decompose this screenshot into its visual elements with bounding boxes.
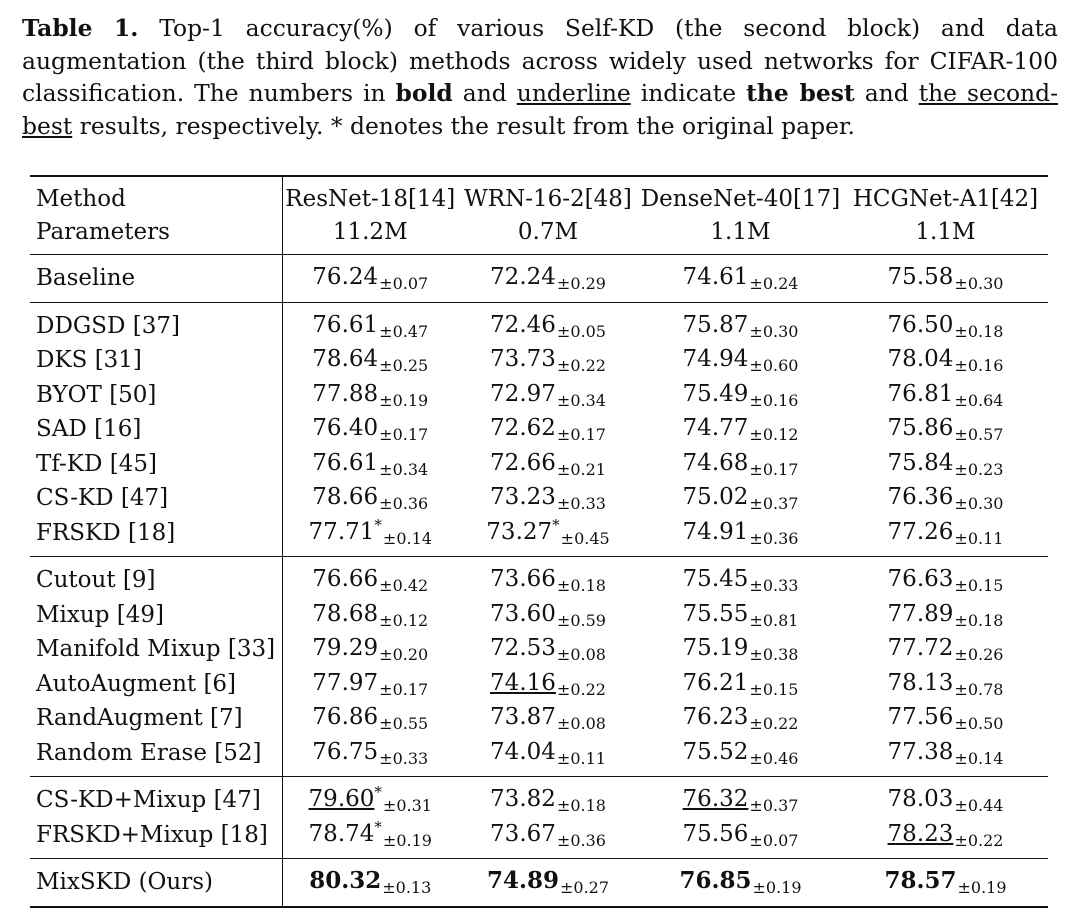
method-name: Random Erase [52] (36, 739, 262, 766)
accuracy-value: 72.53 (490, 635, 556, 661)
std-deviation: ±0.19 (379, 390, 429, 410)
caption-best-phrase: the best (746, 79, 855, 107)
std-deviation: ±0.23 (954, 459, 1004, 479)
std-deviation: ±0.47 (379, 321, 429, 341)
accuracy-cell (282, 255, 458, 303)
std-deviation: ±0.30 (749, 321, 799, 341)
accuracy-cell (458, 516, 638, 557)
table-row (30, 516, 1048, 557)
accuracy-value: 78.23 (887, 820, 954, 847)
std-deviation: ±0.29 (556, 274, 606, 293)
method-name: BYOT [50] (36, 381, 157, 408)
accuracy-value: 74.04 (490, 738, 556, 765)
accuracy-value: 76.81 (887, 380, 954, 407)
std-deviation: ±0.20 (379, 645, 429, 664)
accuracy-cell (638, 632, 843, 667)
accuracy-cell (282, 481, 458, 516)
caption-second-best-phrase: the second-best (22, 79, 1058, 140)
accuracy-value: 76.24 (312, 264, 379, 290)
std-deviation: ±0.11 (954, 528, 1004, 548)
accuracy-cell (282, 736, 458, 777)
caption-text: indicate (630, 79, 747, 107)
accuracy-value: 73.87 (490, 704, 556, 730)
accuracy-value: 73.67 (490, 820, 556, 847)
table-row (30, 481, 1048, 516)
accuracy-value: 78.04 (887, 346, 954, 372)
accuracy-cell (843, 818, 1048, 859)
accuracy-value: 72.46 (490, 311, 556, 338)
accuracy-value: 76.63 (887, 566, 954, 592)
accuracy-value: 73.82 (490, 786, 556, 812)
accuracy-cell (458, 598, 638, 633)
accuracy-cell (282, 818, 458, 859)
accuracy-value: 74.16 (490, 669, 556, 696)
table-row (30, 302, 1048, 343)
caption-label: Table 1. (22, 14, 139, 42)
std-deviation: ±0.19 (382, 830, 432, 850)
std-deviation: ±0.30 (954, 494, 1004, 513)
header-param-count: 1.1M (915, 218, 976, 245)
table-row (30, 378, 1048, 413)
std-deviation: ±0.15 (954, 576, 1004, 595)
original-paper-asterisk: * (552, 515, 560, 534)
std-deviation: ±0.36 (379, 494, 429, 513)
accuracy-value: 75.86 (887, 415, 954, 441)
accuracy-value: 74.77 (682, 415, 749, 441)
accuracy-value: 77.38 (887, 738, 954, 765)
accuracy-value: 74.89 (486, 867, 559, 894)
std-deviation: ±0.05 (556, 321, 606, 341)
std-deviation: ±0.50 (954, 714, 1004, 733)
accuracy-cell (458, 412, 638, 447)
std-deviation: ±0.14 (954, 748, 1004, 768)
accuracy-value: 80.32 (309, 867, 382, 894)
table-row (30, 557, 1048, 598)
accuracy-value: 77.56 (887, 704, 954, 730)
table-row (30, 818, 1048, 859)
std-deviation: ±0.36 (749, 528, 799, 548)
method-name: Mixup [49] (36, 601, 164, 628)
accuracy-cell (843, 632, 1048, 667)
accuracy-cell (282, 777, 458, 818)
header-row-networks (30, 176, 1048, 216)
std-deviation: ±0.57 (954, 425, 1004, 444)
std-deviation: ±0.22 (556, 679, 606, 699)
accuracy-cell (638, 255, 843, 303)
accuracy-value: 76.86 (312, 704, 379, 730)
accuracy-cell (282, 343, 458, 378)
accuracy-cell (843, 255, 1048, 303)
std-deviation: ±0.64 (954, 390, 1004, 410)
std-deviation: ±0.33 (749, 576, 799, 595)
std-deviation: ±0.33 (379, 748, 429, 768)
method-name: CS-KD [47] (36, 485, 169, 511)
accuracy-cell (638, 777, 843, 818)
method-name: DKS [31] (36, 347, 142, 373)
std-deviation: ±0.18 (954, 610, 1004, 630)
std-deviation: ±0.17 (379, 679, 429, 699)
accuracy-value: 74.68 (682, 449, 749, 476)
accuracy-value: 75.02 (682, 484, 749, 510)
accuracy-cell (843, 343, 1048, 378)
table-row (30, 859, 1048, 907)
std-deviation: ±0.16 (749, 390, 799, 410)
accuracy-value: 75.87 (682, 311, 749, 338)
method-name: Cutout [9] (30, 557, 282, 598)
accuracy-value: 75.58 (887, 264, 954, 290)
std-deviation: ±0.30 (954, 274, 1004, 293)
std-deviation: ±0.27 (560, 878, 610, 897)
accuracy-value: 76.23 (682, 704, 749, 730)
accuracy-value: 76.40 (312, 415, 379, 441)
accuracy-value: 76.85 (679, 867, 752, 894)
std-deviation: ±0.45 (560, 528, 610, 548)
accuracy-cell (458, 818, 638, 859)
method-name: SAD [16] (36, 416, 142, 442)
method-name: Tf-KD [45] (36, 450, 157, 477)
std-deviation: ±0.16 (954, 356, 1004, 375)
method-name: RandAugment [7] (36, 705, 243, 731)
std-deviation: ±0.81 (749, 610, 799, 630)
accuracy-value: 73.23 (490, 484, 556, 510)
header-param-count: 11.2M (282, 216, 458, 255)
std-deviation: ±0.12 (379, 610, 429, 630)
accuracy-cell (843, 557, 1048, 598)
header-parameters: Parameters (36, 218, 170, 245)
accuracy-cell (282, 701, 458, 736)
accuracy-cell (458, 632, 638, 667)
accuracy-cell (638, 667, 843, 702)
accuracy-cell (282, 667, 458, 702)
method-name: AutoAugment [6] (36, 670, 237, 697)
caption-underline-word: underline (516, 79, 631, 107)
accuracy-value: 78.57 (884, 867, 957, 894)
accuracy-cell (282, 516, 458, 557)
accuracy-value: 76.61 (312, 311, 379, 338)
std-deviation: ±0.31 (382, 796, 432, 815)
std-deviation: ±0.18 (954, 321, 1004, 341)
accuracy-value: 73.27 (486, 518, 553, 545)
original-paper-asterisk: * (374, 817, 382, 836)
accuracy-value: 76.36 (887, 484, 954, 510)
std-deviation: ±0.78 (954, 679, 1004, 699)
accuracy-cell (458, 302, 638, 343)
method-name: DDGSD [37] (30, 302, 282, 343)
accuracy-cell (458, 343, 638, 378)
original-paper-asterisk: * (374, 515, 382, 534)
accuracy-cell (282, 378, 458, 413)
std-deviation: ±0.34 (556, 390, 606, 410)
accuracy-cell (458, 859, 638, 907)
accuracy-value: 72.24 (490, 264, 556, 290)
std-deviation: ±0.07 (749, 830, 799, 850)
accuracy-value: 75.84 (887, 449, 954, 476)
accuracy-value: 76.21 (682, 669, 749, 696)
accuracy-value: 78.03 (887, 786, 954, 812)
header-method: Method (30, 176, 282, 216)
accuracy-value: 79.60 (308, 786, 375, 812)
table-row (30, 255, 1048, 303)
accuracy-cell (843, 378, 1048, 413)
std-deviation: ±0.12 (749, 425, 799, 444)
method-name: MixSKD (Ours) (30, 859, 282, 907)
header-network: DenseNet-40[17] (638, 176, 843, 216)
table-row (30, 777, 1048, 818)
accuracy-cell (843, 516, 1048, 557)
accuracy-cell (638, 412, 843, 447)
accuracy-cell (458, 378, 638, 413)
accuracy-cell (638, 516, 843, 557)
std-deviation: ±0.37 (749, 494, 799, 513)
accuracy-value: 76.66 (312, 566, 379, 592)
accuracy-cell (638, 447, 843, 482)
header-param-count: 1.1M (710, 218, 771, 245)
std-deviation: ±0.08 (556, 645, 606, 664)
header-network: ResNet-18[14] (282, 176, 458, 216)
accuracy-cell (458, 481, 638, 516)
accuracy-value: 76.32 (682, 786, 749, 812)
table-row (30, 736, 1048, 777)
accuracy-value: 75.56 (682, 820, 749, 847)
accuracy-cell (638, 557, 843, 598)
accuracy-value: 72.97 (490, 380, 556, 407)
method-name: FRSKD [18] (36, 519, 176, 546)
table-caption (22, 12, 1058, 142)
accuracy-value: 77.89 (887, 600, 954, 627)
accuracy-cell (282, 302, 458, 343)
std-deviation: ±0.17 (556, 425, 606, 444)
accuracy-value: 76.50 (887, 311, 954, 338)
accuracy-value: 78.66 (312, 484, 379, 510)
std-deviation: ±0.07 (379, 274, 429, 293)
table-row (30, 412, 1048, 447)
std-deviation: ±0.60 (749, 356, 799, 375)
accuracy-cell (638, 302, 843, 343)
caption-text: results, respectively. * denotes the result from the original paper. (72, 111, 855, 140)
accuracy-value: 74.61 (682, 264, 749, 290)
accuracy-cell (843, 736, 1048, 777)
std-deviation: ±0.38 (749, 645, 799, 664)
accuracy-cell (282, 412, 458, 447)
accuracy-value: 73.60 (490, 600, 556, 627)
accuracy-cell (843, 412, 1048, 447)
accuracy-value: 78.64 (312, 346, 379, 372)
std-deviation: ±0.36 (556, 830, 606, 850)
std-deviation: ±0.17 (749, 459, 799, 479)
accuracy-value: 75.52 (682, 738, 749, 765)
accuracy-cell (638, 736, 843, 777)
accuracy-cell (282, 447, 458, 482)
accuracy-cell (638, 378, 843, 413)
accuracy-value: 74.94 (682, 346, 749, 372)
accuracy-cell (843, 667, 1048, 702)
accuracy-value: 78.68 (312, 600, 379, 627)
header-param-count: 0.7M (517, 218, 579, 245)
caption-bold-word: bold (395, 79, 453, 107)
accuracy-cell (458, 667, 638, 702)
results-table-body (30, 176, 1048, 907)
std-deviation: ±0.19 (957, 878, 1007, 897)
std-deviation: ±0.17 (379, 425, 429, 444)
method-name: Manifold Mixup [33] (36, 636, 276, 662)
accuracy-value: 78.13 (887, 669, 954, 696)
std-deviation: ±0.14 (382, 528, 432, 548)
accuracy-value: 75.19 (682, 635, 749, 661)
accuracy-value: 77.88 (312, 380, 379, 407)
accuracy-cell (458, 255, 638, 303)
std-deviation: ±0.19 (752, 878, 802, 897)
table-row (30, 701, 1048, 736)
std-deviation: ±0.22 (749, 714, 799, 733)
accuracy-cell (638, 818, 843, 859)
accuracy-cell (458, 777, 638, 818)
std-deviation: ±0.33 (556, 494, 606, 513)
header-row-parameters (30, 216, 1048, 255)
accuracy-value: 75.49 (682, 380, 749, 407)
caption-text: Top-1 accuracy(%) of various Self-KD (the second block) and data augmentation (the third block) methods across widely used networks for CIFAR-100 classification. The numbers in (22, 14, 1058, 107)
std-deviation: ±0.08 (556, 714, 606, 733)
table-row (30, 598, 1048, 633)
original-paper-asterisk: * (374, 783, 382, 801)
std-deviation: ±0.44 (954, 796, 1004, 815)
accuracy-value: 75.55 (682, 600, 749, 627)
accuracy-value: 75.45 (682, 566, 749, 592)
accuracy-value: 72.62 (490, 415, 556, 441)
accuracy-cell (282, 557, 458, 598)
caption-text: and (452, 79, 517, 107)
std-deviation: ±0.21 (556, 459, 606, 479)
accuracy-cell (458, 701, 638, 736)
accuracy-value: 77.97 (312, 669, 379, 696)
std-deviation: ±0.18 (556, 796, 606, 815)
accuracy-value: 79.29 (312, 635, 379, 661)
table-row (30, 447, 1048, 482)
table-row (30, 667, 1048, 702)
std-deviation: ±0.59 (556, 610, 606, 630)
method-name: FRSKD+Mixup [18] (36, 821, 268, 848)
accuracy-value: 77.71 (308, 518, 375, 545)
accuracy-cell (638, 859, 843, 907)
std-deviation: ±0.18 (556, 576, 606, 595)
std-deviation: ±0.37 (749, 796, 799, 815)
method-name: CS-KD+Mixup [47] (30, 777, 282, 818)
accuracy-value: 73.73 (490, 346, 556, 372)
accuracy-cell (843, 481, 1048, 516)
accuracy-value: 76.61 (312, 449, 379, 476)
accuracy-cell (458, 447, 638, 482)
accuracy-cell (638, 481, 843, 516)
accuracy-cell (458, 736, 638, 777)
accuracy-cell (282, 598, 458, 633)
accuracy-value: 74.91 (682, 518, 749, 545)
accuracy-cell (843, 859, 1048, 907)
method-name: Baseline (30, 255, 282, 303)
std-deviation: ±0.22 (954, 830, 1004, 850)
std-deviation: ±0.22 (556, 356, 606, 375)
caption-text: and (854, 79, 919, 107)
accuracy-value: 73.66 (490, 566, 556, 592)
accuracy-cell (843, 598, 1048, 633)
header-network: HCGNet-A1[42] (843, 176, 1048, 216)
accuracy-cell (282, 632, 458, 667)
std-deviation: ±0.15 (749, 679, 799, 699)
accuracy-cell (843, 777, 1048, 818)
std-deviation: ±0.24 (749, 274, 799, 293)
std-deviation: ±0.42 (379, 576, 429, 595)
std-deviation: ±0.46 (749, 748, 799, 768)
accuracy-value: 77.72 (887, 635, 954, 661)
std-deviation: ±0.25 (379, 356, 429, 375)
std-deviation: ±0.26 (954, 645, 1004, 664)
accuracy-cell (458, 557, 638, 598)
accuracy-value: 77.26 (887, 518, 954, 545)
accuracy-cell (638, 343, 843, 378)
table-row (30, 343, 1048, 378)
header-network: WRN-16-2[48] (458, 176, 638, 216)
std-deviation: ±0.11 (556, 748, 606, 768)
accuracy-cell (843, 447, 1048, 482)
accuracy-cell (843, 701, 1048, 736)
table-row (30, 632, 1048, 667)
std-deviation: ±0.13 (382, 878, 432, 897)
accuracy-value: 72.66 (490, 449, 556, 476)
std-deviation: ±0.34 (379, 459, 429, 479)
accuracy-cell (638, 598, 843, 633)
accuracy-cell (638, 701, 843, 736)
accuracy-value: 76.75 (312, 738, 379, 765)
results-table (30, 175, 1048, 908)
accuracy-cell (282, 859, 458, 907)
accuracy-cell (843, 302, 1048, 343)
accuracy-value: 78.74 (308, 820, 375, 847)
std-deviation: ±0.55 (379, 714, 429, 733)
